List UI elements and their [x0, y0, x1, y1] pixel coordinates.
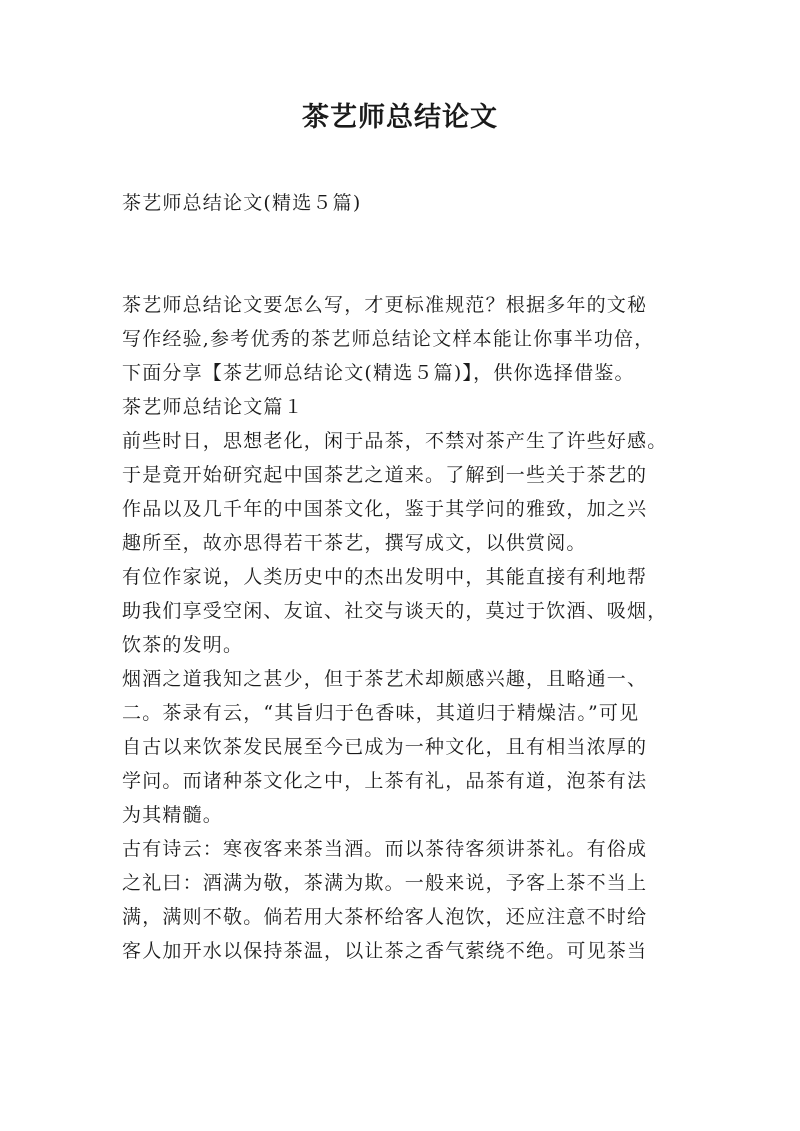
document-title: 茶艺师总结论文: [302, 102, 498, 133]
section-heading: 茶艺师总结论文篇１: [122, 396, 304, 418]
paragraph-line: 满，满则不敬。倘若用大茶杯给客人泡饮，还应注意不时给: [122, 906, 648, 928]
paragraph-line: 烟酒之道我知之甚少，但于茶艺术却颇感兴趣，且略通一、: [122, 668, 648, 690]
paragraph-line: 饮茶的发明。: [122, 634, 244, 656]
paragraph-line: 客人加开水以保持茶温，以让茶之香气萦绕不绝。可见茶当: [122, 940, 648, 962]
intro-line: 写作经验,参考优秀的茶艺师总结论文样本能让你事半功倍，: [122, 328, 655, 350]
paragraph-line: 自古以来饮茶发民展至今已成为一种文化，且有相当浓厚的: [122, 736, 648, 758]
paragraph-line: 趣所至，故亦思得若干茶艺，撰写成文，以供赏阅。: [122, 532, 587, 554]
paragraph-line: 有位作家说，人类历史中的杰出发明中，其能直接有利地帮: [122, 566, 648, 588]
paragraph-line: 前些时日，思想老化，闲于品茶，不禁对茶产生了许些好感。: [122, 430, 668, 452]
intro-line: 下面分享【茶艺师总结论文(精选５篇)】，供你选择借鉴。: [122, 362, 635, 384]
paragraph-line: 之礼曰：酒满为敬，茶满为欺。一般来说，予客上茶不当上: [122, 872, 648, 894]
paragraph-line: 古有诗云：寒夜客来茶当酒。而以茶待客须讲茶礼。有俗成: [122, 838, 648, 860]
spacer: [122, 254, 692, 288]
intro-line: 茶艺师总结论文要怎么写，才更标准规范？根据多年的文秘: [122, 294, 648, 316]
document-body: [122, 186, 692, 968]
paragraph-line: 作品以及几千年的中国茶文化，鉴于其学问的雅致，加之兴: [122, 498, 648, 520]
paragraph-line: 二。茶录有云，“其旨归于色香味，其道归于精燥洁。”可见: [122, 702, 640, 724]
document-subtitle: 茶艺师总结论文(精选５篇): [122, 192, 362, 214]
paragraph-line: 于是竟开始研究起中国茶艺之道来。了解到一些关于茶艺的: [122, 464, 648, 486]
paragraph-line: 学问。而诸种茶文化之中，上茶有礼，品茶有道，泡茶有法: [122, 770, 648, 792]
paragraph-line: 助我们享受空闲、友谊、社交与谈天的，莫过于饮酒、吸烟，: [122, 600, 668, 622]
paragraph-line: 为其精髓。: [122, 804, 224, 826]
